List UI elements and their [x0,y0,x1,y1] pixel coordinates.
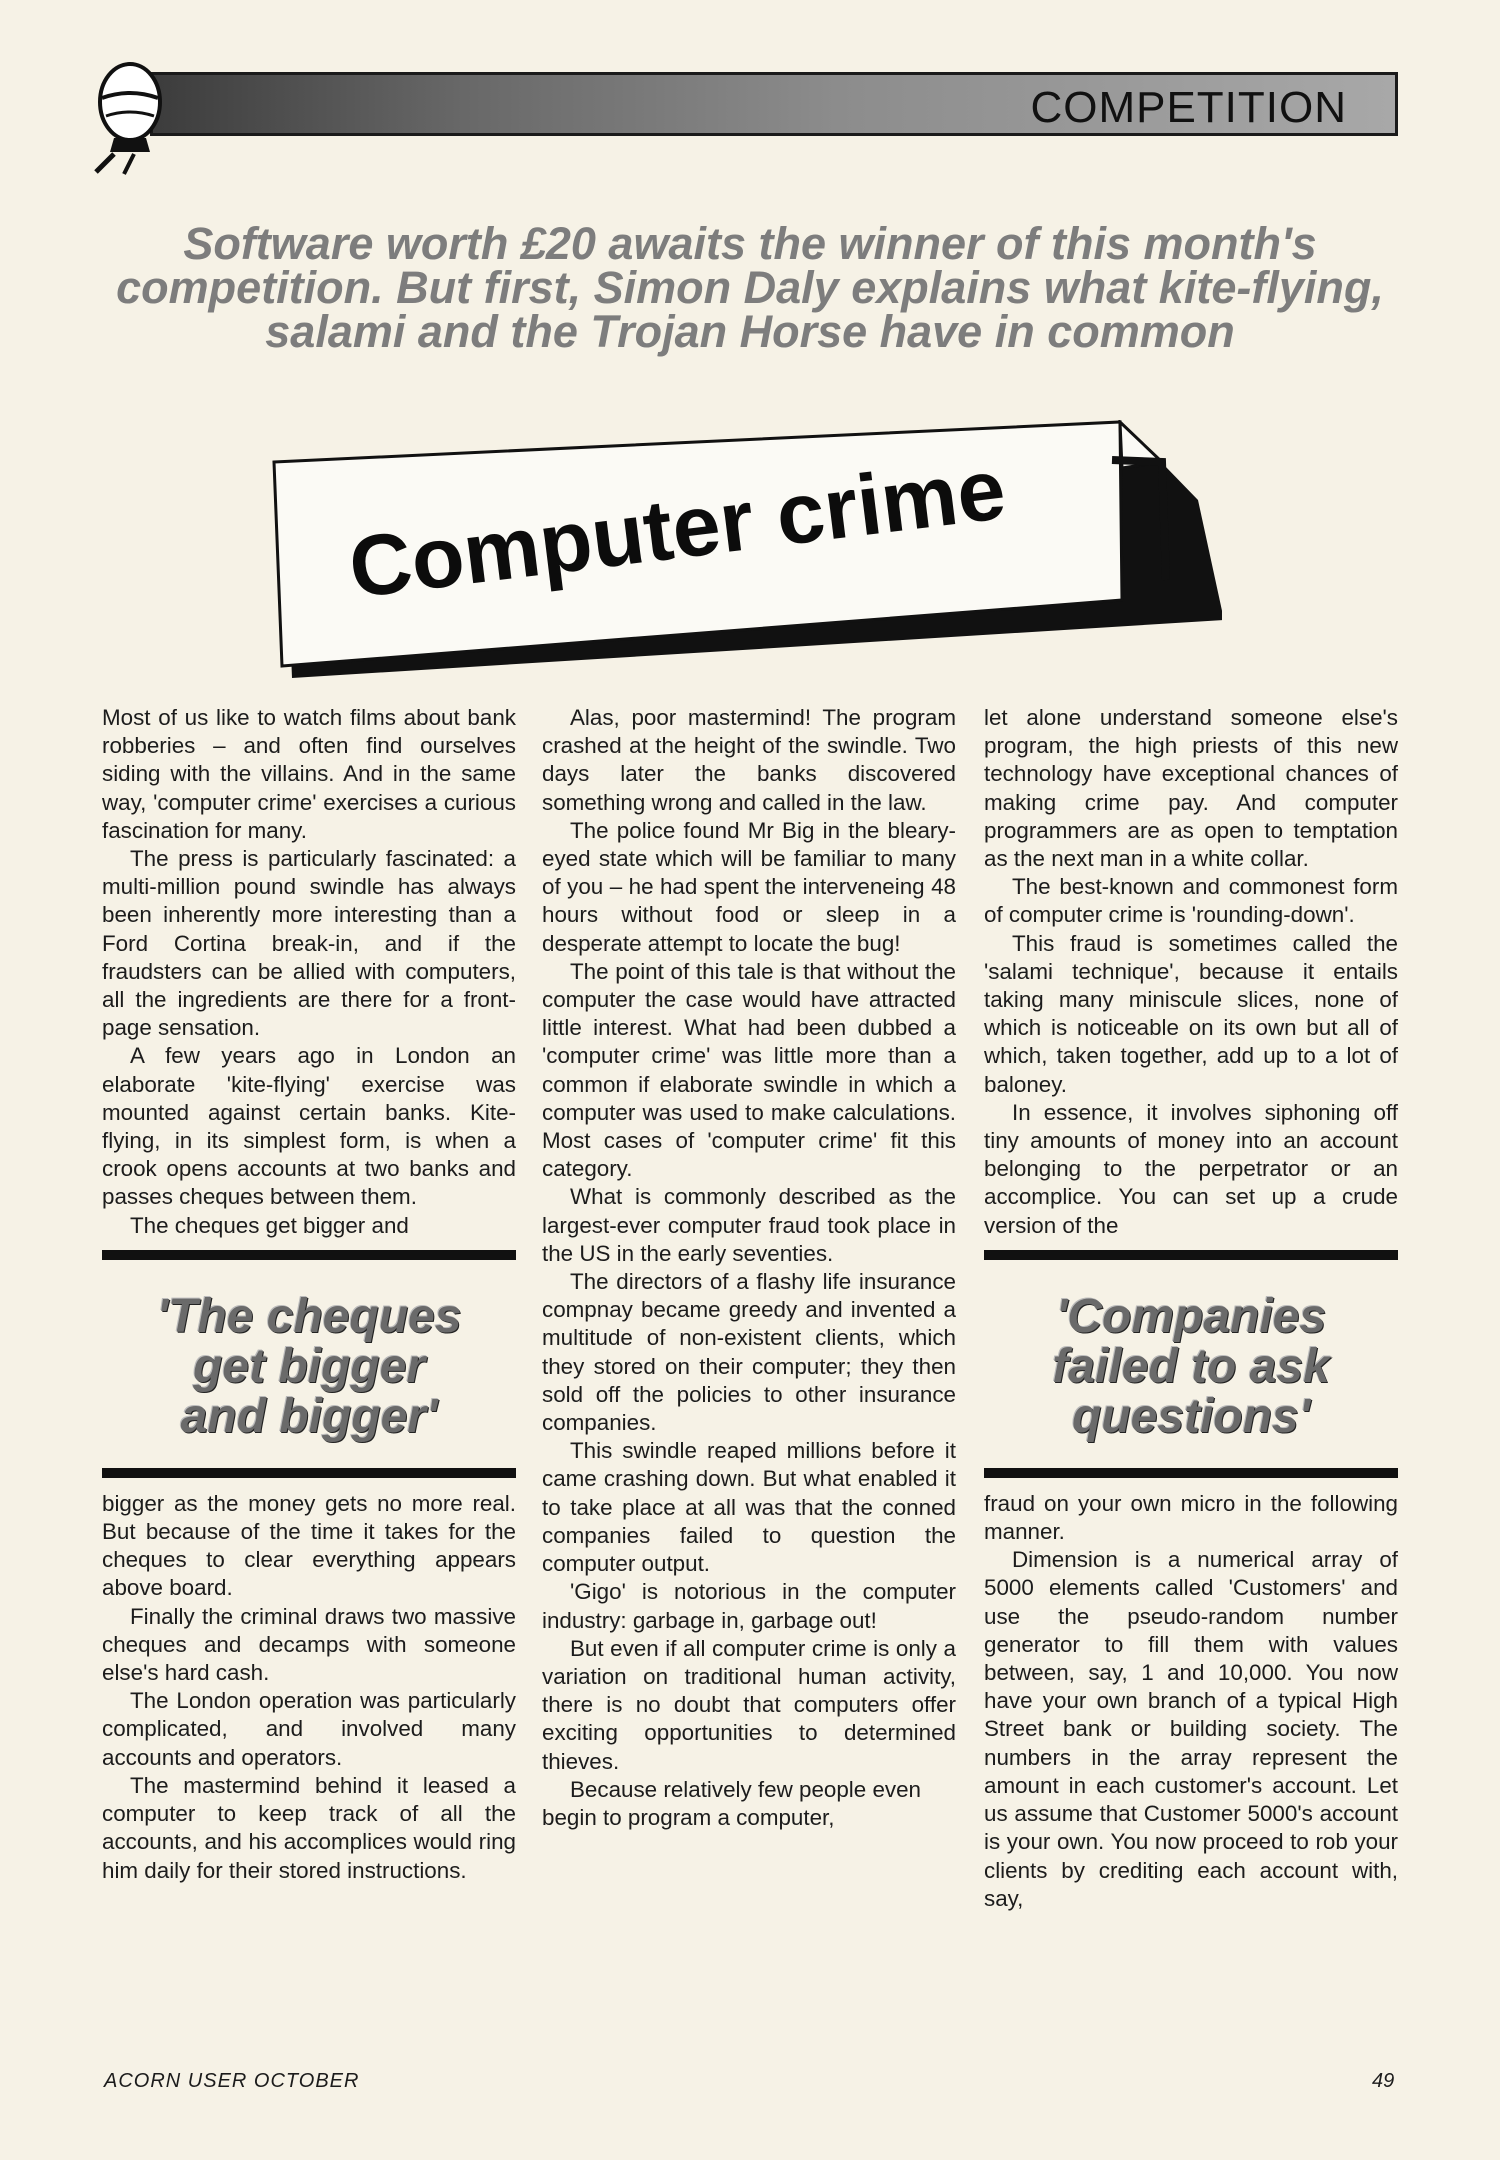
paragraph: Alas, poor mastermind! The program crashed at the height of the swindle. Two days later the banks discovered something wrong and called in the law. [542,705,956,815]
paragraph: The cheques get bigger and [130,1212,409,1238]
paragraph: The press is particularly fascinated: a multi-million pound swindle has always been inherently more interesting than a Ford Cortina break-in, and if the fraudsters can be allied with computers, all the ingredients are there for a front-page sensation. [102,846,516,1041]
paragraph: The point of this tale is that without the computer the case would have attracted little interest. What had been dubbed a 'computer crime' was little more than a common if elaborate swindle in which a computer was used to make calculations. Most cases of 'computer crime' fit this category. [542,958,956,1182]
article-column-3 [984,704,1398,1913]
intro-line: salami and the Trojan Horse have in common [265,306,1235,357]
pull-quote-line: get bigger [192,1339,425,1393]
footer-publication: ACORN USER OCTOBER [104,2070,360,2092]
pull-quote-line: questions' [1071,1389,1311,1443]
paragraph: This swindle reaped millions before it came crashing down. But what enabled it to take place at all was that the conned companies failed to question the computer output. [542,1438,956,1577]
pull-quote-text [102,1260,516,1468]
pull-quote-rule [984,1468,1398,1478]
article-column-1 [102,704,516,1885]
pull-quote [102,1250,516,1478]
paragraph: fraud on your own micro in the following manner. [984,1490,1398,1545]
intro-line: competition. But first, Simon Daly explains what kite-flying, [116,262,1384,313]
paragraph: 'Gigo' is notorious in the computer industry: garbage in, garbage out! [542,1579,956,1633]
pull-quote-line: and bigger' [180,1389,438,1443]
q-egg-logo-icon [84,58,176,176]
paragraph: This fraud is sometimes called the 'salami technique', because it entails taking many miniscule slices, none of which is noticeable on its own but all of which, taken together, add up to a lot of baloney. [984,930,1398,1097]
paragraph: In essence, it involves siphoning off tiny amounts of money into an account belonging to the perpetrator or an accomplice. You can set up a crude version of the [984,1099,1398,1238]
intro-line: Software worth £20 awaits the winner of this month's [183,218,1317,269]
paragraph: The best-known and commonest form of computer crime is 'rounding-down'. [984,874,1398,928]
pull-quote [984,1250,1398,1478]
paragraph: Because relatively few people even begin to program a computer, [542,1776,922,1830]
headline: Computer crime [344,440,1011,617]
paragraph: Most of us like to watch films about bank robberies – and often find ourselves siding with the villains. And in the same way, 'computer crime' exercises a curious fascination for many. [102,705,516,843]
paragraph: The police found Mr Big in the bleary-eyed state which will be familiar to many of you – he had spent the interveneing 48 hours without food or sleep in a desperate attempt to locate the bug! [542,817,956,956]
section-banner [150,72,1398,136]
pull-quote-rule [984,1250,1398,1260]
pull-quote-text [984,1260,1398,1468]
pull-quote-line: failed to ask [1052,1339,1330,1393]
article-column-2 [542,704,956,1832]
section-title: COMPETITION [1030,83,1347,132]
pull-quote-rule [102,1468,516,1478]
intro-deck [90,218,1410,357]
paragraph: Finally the criminal draws two massive cheques and decamps with someone else's hard cash. [102,1603,516,1686]
paragraph: Dimension is a numerical array of 5000 elements called 'Customers' and use the pseudo-random number generator to fill them with values between, say, 1 and 10,000. You now have your own branch of a typical High Street bank or building society. The numbers in the array represent the amount in each customer's account. Let us assume that Customer 5000's account is your own. You now proceed to rob your clients by crediting each account with, say, [984,1547,1398,1911]
paragraph: The directors of a flashy life insurance compnay became greedy and invented a multitude of non-existent clients, which they stored on their computer; they then sold off the policies to other insurance companies. [542,1269,956,1436]
pull-quote-line: 'Companies [1055,1289,1327,1343]
paragraph: let alone understand someone else's program, the high priests of this new technology have exceptional chances of making crime pay. And computer programmers are as open to temptation as the next man in a white collar. [984,705,1398,872]
paragraph: bigger as the money gets no more real. But because of the time it takes for the cheques to clear everything appears above board. [102,1490,516,1601]
paragraph: What is commonly described as the largest-ever computer fraud took place in the US in the early seventies. [542,1184,956,1266]
pull-quote-line: 'The cheques [156,1289,462,1343]
paragraph: But even if all computer crime is only a variation on traditional human activity, there is no doubt that computers offer exciting opportunities to determined thieves. [542,1635,956,1774]
paragraph: The London operation was particularly complicated, and involved many accounts and operators. [102,1688,516,1770]
page-number: 49 [1372,2070,1395,2092]
paragraph: A few years ago in London an elaborate 'kite-flying' exercise was mounted against certain banks. Kite-flying, in its simplest form, is when a crook opens accounts at two banks and passes cheques between them. [102,1043,516,1210]
pull-quote-rule [102,1250,516,1260]
paragraph: The mastermind behind it leased a computer to keep track of all the accounts, and his accomplices would ring him daily for their stored instructions. [102,1772,516,1883]
